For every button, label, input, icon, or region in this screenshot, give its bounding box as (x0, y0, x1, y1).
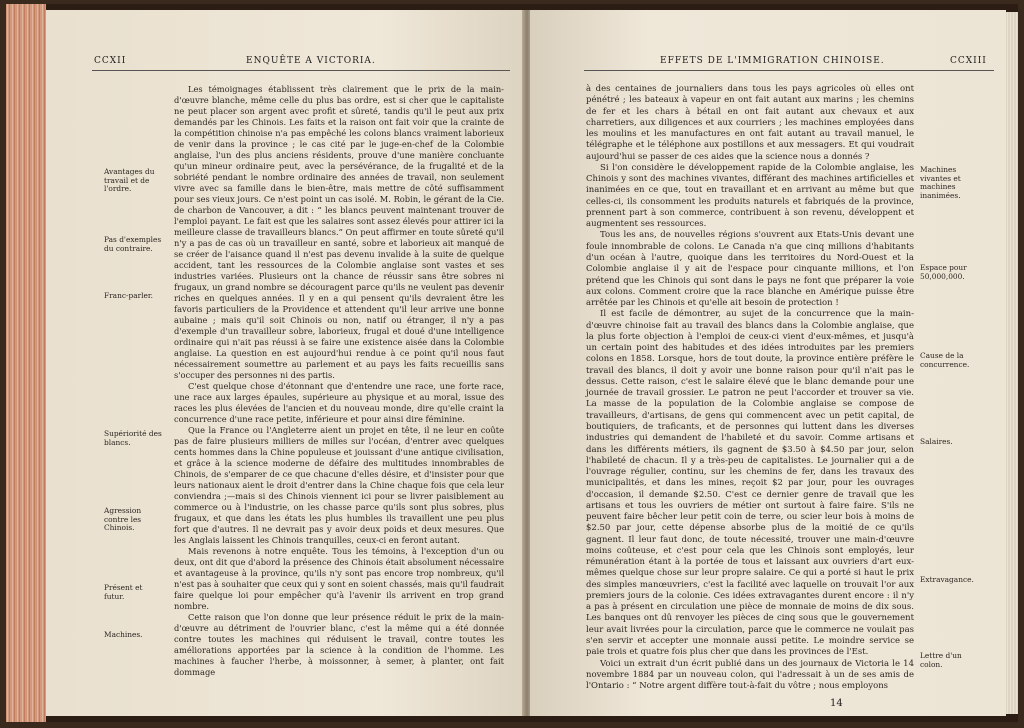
paragraph: Mais revenons à notre enquête. Tous les témoins, à l'exception d'un ou deux, ont dit que d'abord la présence des Chinois était absolument nécessaire et avantageuse à la province, qu'ils n'y sont pas encore trop nombreux, qu'il n'est pas à souhaiter que ceux qui y sont en soient chassés, mais qu'il faudrait faire quelque loi pour empêcher qu'à l'avenir ils arrivent en trop grand nombre. (174, 546, 504, 611)
page-edges-left (6, 4, 46, 722)
open-book (6, 4, 1018, 722)
margin-note: Supériorité des blancs. (104, 429, 162, 447)
margin-note: Agression contre les Chinois. (104, 506, 142, 533)
left-body-text (174, 84, 504, 678)
paragraph: Cette raison que l'on donne que leur présence réduit le prix de la main-d'œuvre au détriment de l'ouvrier blanc, c'est la même qui a été donnée contre toutes les machines qui réduisent le travail, contre toutes les améliorations apportées par la science à la condition de l'homme. Les machines à faucher l'herbe, à moissonner, à semer, à planter, ont fait dommage (174, 612, 504, 677)
left-page (46, 10, 524, 716)
margin-note: Avantages du travail et de l'ordre. (104, 167, 155, 194)
margin-note: Extravagance. (920, 575, 974, 584)
margin-note: Espace pour 50,000,000. (920, 263, 967, 281)
right-header-rule (584, 70, 994, 71)
left-page-number: CCXII (94, 56, 127, 66)
margin-note: Machines. (104, 630, 143, 639)
margin-note: Franc-parler. (104, 291, 153, 300)
left-running-title: ENQUÊTE A VICTORIA. (246, 56, 376, 66)
margin-note: Salaires. (920, 437, 953, 446)
paragraph: Si l'on considère le développement rapide de la Colombie anglaise, les Chinois y sont des machines vivantes, différant des machines artificielles et inanimées en ce que, tout en travaillant et en arrivant au même but que celles-ci, ils consomment les produits naturels et fabriqués de la province, prennent part à son commerce, contribuent à son revenu, développent et augmentent ses ressources. (586, 162, 914, 230)
margin-note: Cause de la concurrence. (920, 351, 970, 369)
right-running-title: EFFETS DE L'IMMIGRATION CHINOISE. (660, 56, 885, 66)
right-page (530, 10, 1006, 716)
paragraph: Voici un extrait d'un écrit publié dans un des journaux de Victoria le 14 novembre 1884 par un nouveau colon, qui l'adressait à un de ses amis de l'Ontario : “ Notre argent diffère tout-à-fait du vôtre ; nous employons (586, 658, 914, 692)
margin-note: Lettre d'un colon. (920, 651, 962, 669)
page-edges-right (1006, 12, 1018, 714)
right-body-text (586, 84, 914, 692)
margin-note: Machines vivantes et machines inanimées. (920, 165, 961, 200)
left-header-rule (92, 70, 510, 71)
paragraph: C'est quelque chose d'étonnant que d'entendre une race, une forte race, une race aux larges épaules, supérieure au physique et au moral, issue des races les plus élevées de l'ancien et du nouveau monde, dire qu'elle craint la concurrence d'une race petite, inférieure et pour ainsi dire féminine. (174, 381, 504, 424)
margin-note: Pas d'exemples du contraire. (104, 235, 162, 253)
margin-note: Présent et futur. (104, 583, 143, 601)
paragraph: Que la France ou l'Angleterre aient un projet en tête, il ne leur en coûte pas de faire plusieurs milliers de milles sur l'océan, d'entrer avec quelques cents hommes dans la Chine populeuse et jouissant d'une antique civilisation, et grâce à la science moderne de défaire des multitudes innombrables de Chinois, de s'emparer de ce que chacune d'elles désire, et d'insister pour que leurs nationaux aient le droit d'entrer dans la Chine chaque fois que cela leur conviendra ;—mais si des Chinois viennent ici pour se livrer paisiblement au commerce ou à l'industrie, on les chasse parce qu'ils sont plus sobres, plus frugaux, et que dans les états les plus humbles ils travaillent une peu plus fort que d'autres. Il ne devrait pas y avoir deux poids et deux mesures. Que les Anglais laissent les Chinois tranquilles, ceux-ci en feront autant. (174, 425, 504, 545)
paragraph: Il est facile de démontrer, au sujet de la concurrence que la main-d'œuvre chinoise fait au travail des blancs dans la Colombie anglaise, que la plus forte objection à l'emploi de ceux-ci vient d'eux-mêmes, et jusqu'à un certain point des habitudes et des idées introduites par les premiers colons en 1858. Lorsque, hors de tout doute, la province entière préfère le travail des blancs, il doit y avoir une bonne raison pour qu'il n'ait pas le dessus. Cette raison, c'est le salaire élevé que le blanc demande pour une journée de travail grossier. Le patron ne peut l'accorder et trouver sa vie. La masse de la population de la Colombie anglaise se compose de travailleurs, d'artisans, de gens qui commencent avec un petit capital, de boutiquiers, de traficants, et de personnes qui luttent dans les diverses industries qui demandent de l'habileté et du savoir. Comme artisans et dans les différents métiers, ils gagnent de $3.50 à $4.50 par jour, selon l'habileté de chacun. Il y a très-peu de capitalistes. Le journalier qui a de l'ouvrage régulier, continu, sur les chemins de fer, dans les travaux des municipalités, et dans les mines, reçoit $2 par jour, pour les ouvrages d'occasion, il demande $2.50. C'est ce dernier genre de travail que les artisans et tous les ouvriers de métier ont surtout à faire faire. S'ils ne peuvent faire bêcher leur petit coin de terre, ou scier leur bois à moins de $2.50 par jour, cette dépense absorbe plus de la moitié de ce qu'ils gagnent. Il leur faut donc, de toute nécessité, trouver une main-d'œuvre moins coûteuse, et c'est pour cela que les Chinois sont employés, leur rémunération étant à la portée de tous et laissant aux ouvriers d'art eux-mêmes quelque chose sur leur propre salaire. Ce qui a porté si haut le prix des simples manœuvriers, c'est la facilité avec laquelle on trouvait l'or aux premiers jours de la colonie. Ces idées extravagantes durent encore : il n'y a pas à présent en circulation une pièce de monnaie de moins de dix sous. Les banques ont dû renvoyer les pièces de cinq sous que le gouvernement leur avait livrées pour la circulation, parce que le commerce ne voulait pas s'en servir et accepter une monnaie aussi petite. Le moindre service se paie trois et quatre fois plus cher que dans les provinces de l'Est. (586, 309, 914, 658)
signature-mark: 14 (830, 698, 843, 709)
paragraph: Les témoignages établissent très clairement que le prix de la main-d'œuvre blanche, même celle du plus bas ordre, est si cher que le capitaliste ne peut placer son argent avec profit et sûreté, tandis qu'il le peut aux prix demandés par les Chinois. Les faits et la raison ont fait voir que la crainte de la compétition chinoise n'a pas empêché les colons blancs vraiment laborieux de venir dans la province ; le cas cité par le juge-en-chef de la Colombie anglaise, l'un des plus anciens résidents, prouve d'une manière concluante qu'un mineur ordinaire peut, avec la persévérance, de la frugalité et de la sobriété pendant le nombre ordinaire des années de travail, non seulement vivre avec sa famille dans le bien-être, mais mettre de côté suffisamment pour ses vieux jours. Ce n'est point un cas isolé. M. Robin, le gérant de la Cie. de charbon de Vancouver, a dit : “ les blancs peuvent maintenant trouver de l'emploi payant. Le fait est que les salaires sont assez élevés pour attirer ici la meilleure classe de travailleurs blancs.” On peut affirmer en toute sûreté qu'il n'y a pas de cas où un travailleur en santé, sobre et laborieux ait manqué de se créer de l'aisance quand il n'est pas devenu invalide à la suite de quelque accident, tant les ressources de la Colombie anglaise sont vastes et ses industries variées. Plusieurs ont la chance de réussir sans être sobres ni frugaux, un grand nombre se découragent parce qu'ils ne veulent pas devenir riches en quelques années. Il y en a qui pensent qu'ils devraient être les favoris particuliers de la Providence et attendent qu'il leur arrive une bonne aubaine ; mais qu'il soit Chinois ou non, natif ou étranger, il n'y a pas d'exemple d'un travailleur sobre, laborieux, frugal et doué d'une intelligence ordinaire qui n'ait pas réussi à se faire une existence aisée dans la Colombie anglaise. La question en est aujourd'hui rendue à ce point qu'il nous faut nécessairement soumettre au parlement et au pays les faits recueillis sans s'occuper des personnes ni des partis. (174, 84, 504, 380)
paragraph: à des centaines de journaliers dans tous les pays agricoles où elles ont pénétré ; les bateaux à vapeur en ont fait autant aux marins ; les chemins de fer et les chars à bétail en ont fait autant aux chevaux et aux charretiers, aux diligences et aux courriers ; les machines employées dans les moulins et les manufactures en ont fait autant au travail manuel, le télégraphe et le téléphone aux postillons et aux messagers. Et qui voudrait aujourd'hui se passer de ces aides que la science nous a donnés ? (586, 84, 914, 162)
right-page-number: CCXIII (950, 56, 987, 66)
paragraph: Tous les ans, de nouvelles régions s'ouvrent aux Etats-Unis devant une foule innombrable de colons. Le Canada n'a que cinq millions d'habitants d'un océan à l'autre, quoique dans les territoires du Nord-Ouest et la Colombie anglaise il y ait de l'espace pour cinquante millions, et l'on prétend que les Chinois qui sont dans le pays ne font que préparer la voie aux colons. Comment croire que la race blanche en Amérique puisse être arrêtée par les Chinois et qu'elle ait besoin de protection ! (586, 230, 914, 309)
